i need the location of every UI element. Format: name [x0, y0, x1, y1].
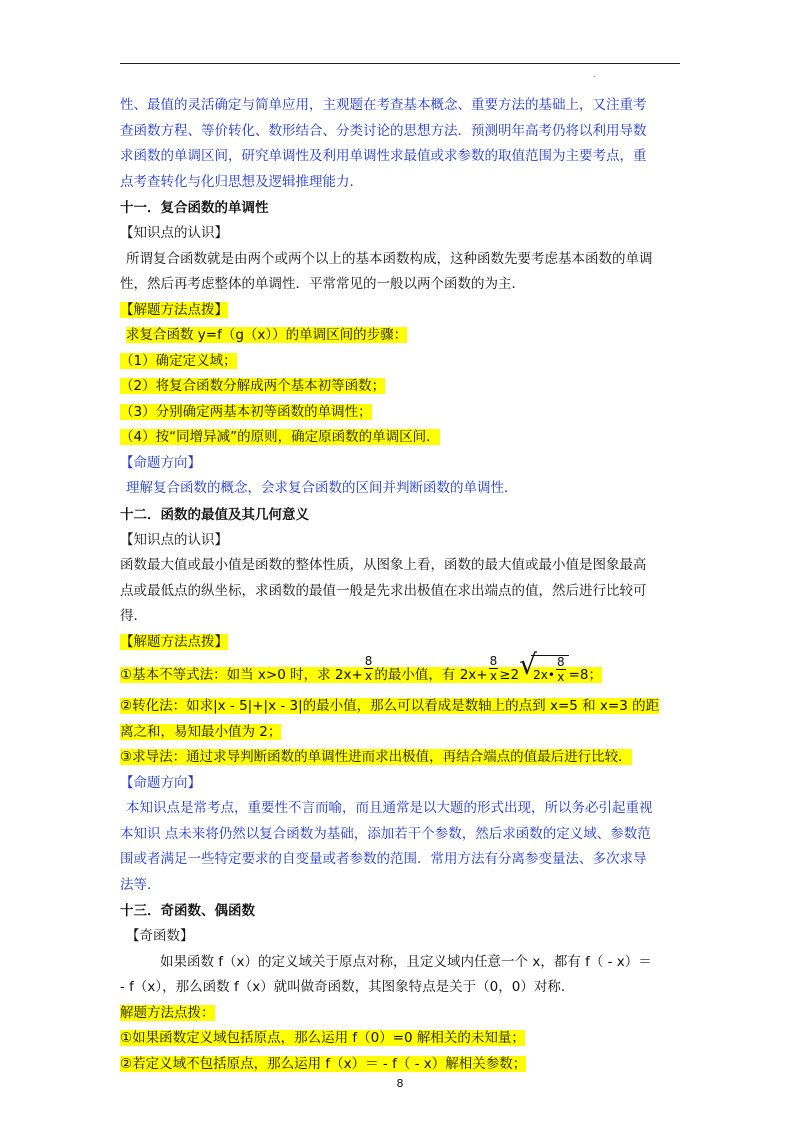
method-1-text: 的最小值，有 2x+	[374, 666, 488, 683]
knowledge-line: 所谓复合函数就是由两个或两个以上的基本函数构成，这种函数先要考虑基本函数的单调	[126, 250, 653, 267]
direction-label: 【命题方向】	[120, 454, 201, 471]
method-line: （4）按“同增异减”的原则，确定原函数的单调区间．	[120, 429, 440, 445]
knowledge-line: 得．	[120, 608, 147, 624]
corner-mark: .	[593, 70, 596, 79]
square-root	[521, 655, 568, 694]
method-line: （2）将复合函数分解成两个基本初等函数；	[120, 378, 386, 394]
knowledge-line: 性，然后再考虑整体的单调性．平常常见的一般以两个函数的为主．	[120, 276, 525, 292]
method-label: 【解题方法点拨】	[120, 301, 228, 318]
direction-line: 法等．	[120, 876, 161, 893]
direction-line: 围或者满足一些特定要求的自变量或者参数的范围．常用方法有分离参变量法、多次求导	[120, 851, 647, 867]
knowledge-line: 函数最大值或最小值是函数的整体性质，从图象上看，函数的最大值或最小值是图象最高	[120, 557, 647, 573]
fraction-8-over-x	[489, 654, 499, 683]
method-1-row	[120, 655, 682, 694]
method-2-line: ②转化法：如求|x - 5|+|x - 3|的最小值，那么可以看成是数轴上的点到 x=5 和 x=3 的距	[120, 698, 660, 714]
method-1-text: ①基本不等式法：如当 x>0 时，求 2x+	[120, 666, 363, 683]
direction-line: 本知识 点未来将仍然以复合函数为基础，添加若干个参数，然后求函数的定义域、参数范	[120, 825, 651, 842]
method-label: 解题方法点拨：	[120, 1004, 215, 1021]
direction-label: 【命题方向】	[120, 774, 201, 791]
method-line: （3）分别确定两基本初等函数的单调性；	[120, 403, 372, 420]
fraction-denominator: x	[489, 669, 497, 683]
fraction-8-over-x	[556, 655, 566, 684]
section-heading-12: 十二．函数的最值及其几何意义	[120, 506, 309, 523]
fraction-denominator: x	[365, 669, 373, 683]
page-content	[120, 93, 682, 1077]
method-2-line: 离之和，易知最小值为 2；	[120, 723, 282, 740]
page-number: 8	[396, 1077, 404, 1090]
knowledge-label: 【知识点的认识】	[120, 531, 228, 548]
method-3-line: ③求导法：通过求导判断函数的单调性进而求出极值，再结合端点的值最后进行比较．	[120, 749, 632, 765]
intro-line: 查函数方程、等价转化、数形结合、分类讨论的思想方法．预测明年高考仍将以利用导数	[120, 122, 647, 139]
method-1-text: =8；	[568, 666, 603, 683]
fraction-numerator: 8	[556, 655, 565, 669]
fraction-denominator: x	[557, 670, 565, 684]
odd-function-line: 如果函数 f（x）的定义域关于原点对称，且定义域内任意一个 x，都有 f（ - x）＝	[160, 953, 652, 970]
section-heading-13: 十三．奇函数、偶函数	[120, 903, 255, 919]
fraction-8-over-x	[364, 654, 374, 683]
knowledge-line: 点或最低点的纵坐标，求函数的最值一般是先求出极值在求出端点的值，然后进行比较可	[120, 582, 647, 599]
fraction-numerator: 8	[489, 654, 498, 668]
intro-line: 性、最值的灵活确定与简单应用，主观题在考查基本概念、重要方法的基础上，又注重考	[120, 97, 647, 113]
odd-function-line: - f（x），那么函数 f（x）就叫做奇函数，其图象特点是关于（0，0）对称．	[120, 979, 575, 995]
section-heading-11: 十一．复合函数的单调性	[120, 200, 269, 216]
method-line: 求复合函数 y=f（g（x））的单调区间的步骤：	[126, 327, 408, 343]
method-label: 【解题方法点拨】	[120, 633, 228, 650]
method-line: ①如果函数定义域包括原点，那么运用 f（0）=0 解相关的未知量；	[120, 1030, 525, 1046]
method-line: （1）确定定义域；	[120, 352, 237, 369]
fraction-numerator: 8	[364, 654, 373, 668]
intro-line: 求函数的单调区间，研究单调性及利用单调性求最值或求参数的取值范围为主要考点，重	[120, 148, 647, 164]
intro-line: 点考查转化与化归思想及逻辑推理能力．	[120, 173, 363, 190]
radicand: 2x•	[533, 668, 555, 682]
knowledge-label: 【知识点的认识】	[120, 225, 228, 241]
method-line: ②若定义域不包括原点，那么运用 f（x）＝ - f（ - x）解相关参数；	[120, 1055, 527, 1072]
direction-text: 理解复合函数的概念，会求复合函数的区间并判断函数的单调性．	[126, 480, 518, 496]
header-rule	[120, 63, 680, 64]
method-1-text: ≥2	[499, 666, 520, 683]
odd-function-label: 【奇函数】	[126, 928, 194, 944]
direction-line: 本知识点是常考点，重要性不言而喻，而且通常是以大题的形式出现，所以务必引起重视	[126, 800, 653, 816]
